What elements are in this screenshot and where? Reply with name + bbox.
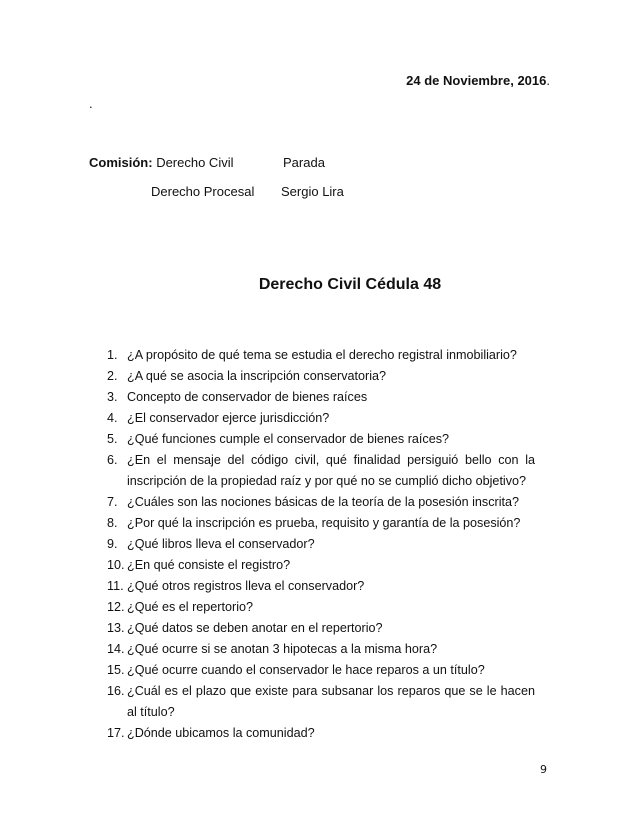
comision-label: Comisión: [89, 155, 153, 170]
question-item [107, 723, 535, 744]
question-number: 16. [107, 684, 125, 698]
question-text: ¿El conservador ejerce jurisdicción? [127, 411, 330, 425]
question-text: Concepto de conservador de bienes raíces [127, 390, 368, 404]
question-number: 4. [107, 411, 118, 425]
comision-subject-civil: Derecho Civil [156, 155, 234, 170]
question-text: ¿A qué se asocia la inscripción conservatoria? [127, 369, 387, 383]
question-text: ¿Cuál es el plazo que existe para subsanar los reparos que se le hacen al título? [127, 684, 535, 719]
question-number: 1. [107, 348, 118, 362]
comision-subject-procesal: Derecho Procesal [151, 184, 255, 199]
question-number: 2. [107, 369, 118, 383]
question-item [107, 450, 535, 492]
question-text: ¿A propósito de qué tema se estudia el derecho registral inmobiliario? [127, 348, 517, 362]
question-item [107, 345, 535, 366]
question-number: 6. [107, 453, 118, 467]
question-text: ¿Qué ocurre cuando el conservador le hace reparos a un título? [127, 663, 485, 677]
comision-row-civil [89, 155, 325, 170]
question-number: 10. [107, 558, 125, 572]
question-number: 15. [107, 663, 125, 677]
question-text: ¿Qué libros lleva el conservador? [127, 537, 315, 551]
question-number: 7. [107, 495, 118, 509]
date-period: . [546, 73, 550, 88]
question-number: 5. [107, 432, 118, 446]
comision-person-civil: Parada [283, 155, 325, 170]
question-number: 11. [107, 579, 124, 593]
question-item [107, 387, 535, 408]
question-text: ¿Qué es el repertorio? [127, 600, 253, 614]
page-number: 9 [540, 763, 547, 776]
question-text: ¿En qué consiste el registro? [127, 558, 291, 572]
question-item [107, 534, 535, 555]
question-number: 3. [107, 390, 118, 404]
question-number: 9. [107, 537, 118, 551]
question-item [107, 660, 535, 681]
question-number: 14. [107, 642, 125, 656]
comision-person-procesal: Sergio Lira [281, 184, 344, 199]
question-item [107, 639, 535, 660]
question-text: ¿Qué ocurre si se anotan 3 hipotecas a la misma hora? [127, 642, 438, 656]
question-text: ¿En el mensaje del código civil, qué finalidad persiguió bello con la inscripción de la propiedad raíz y por qué no se cumplió dicho objetivo? [127, 453, 535, 488]
date-text: 24 de Noviembre, 2016 [406, 73, 547, 88]
question-text: ¿Por qué la inscripción es prueba, requisito y garantía de la posesión? [127, 516, 521, 530]
question-number: 8. [107, 516, 118, 530]
question-text: ¿Dónde ubicamos la comunidad? [127, 726, 315, 740]
question-text: ¿Qué funciones cumple el conservador de bienes raíces? [127, 432, 450, 446]
document-date [406, 73, 550, 88]
document-title: Derecho Civil Cédula 48 [258, 276, 442, 293]
question-text: ¿Cuáles son las nociones básicas de la teoría de la posesión inscrita? [127, 495, 520, 509]
comision-row-procesal [151, 184, 344, 199]
question-number: 12. [107, 600, 125, 614]
question-item [107, 576, 535, 597]
question-number: 17. [107, 726, 125, 740]
question-item [107, 618, 535, 639]
question-number: 13. [107, 621, 125, 635]
question-item [107, 492, 535, 513]
question-text: ¿Qué datos se deben anotar en el repertorio? [127, 621, 383, 635]
question-item [107, 429, 535, 450]
question-text: ¿Qué otros registros lleva el conservador? [127, 579, 365, 593]
stray-period: . [89, 96, 93, 111]
question-item [107, 408, 535, 429]
question-item [107, 681, 535, 723]
question-item [107, 513, 535, 534]
question-item [107, 366, 535, 387]
question-list [107, 345, 535, 744]
question-item [107, 555, 535, 576]
question-item [107, 597, 535, 618]
